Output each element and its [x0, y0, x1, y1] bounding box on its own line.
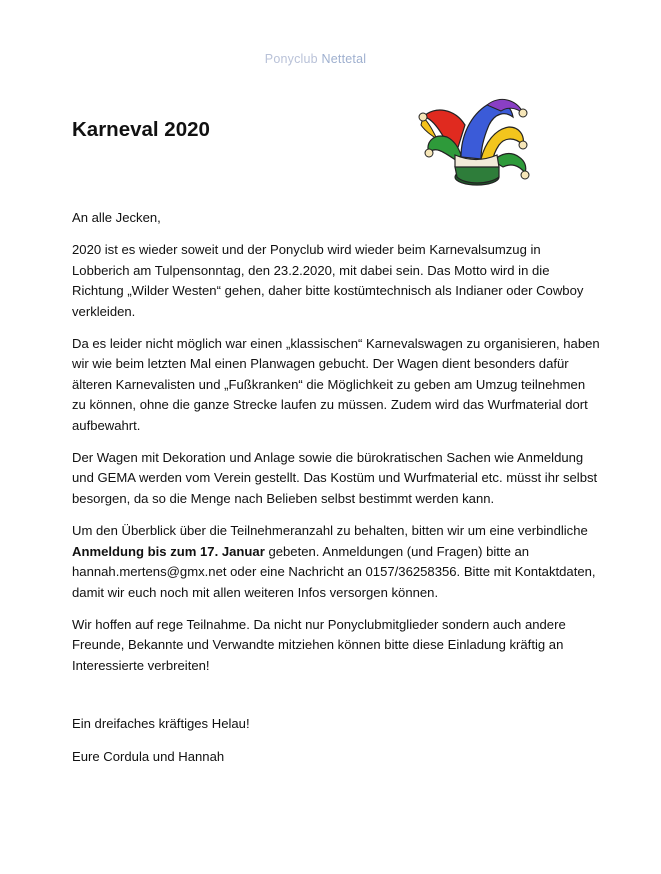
- page-title: Karneval 2020: [72, 118, 210, 141]
- jester-hat-icon: [415, 95, 535, 193]
- paragraph-registration: [72, 521, 600, 603]
- header-club-prefix: Ponyclub: [264, 52, 318, 66]
- closing-line: Ein dreifaches kräftiges Helau!: [72, 716, 250, 732]
- signature: Eure Cordula und Hannah: [72, 748, 225, 764]
- registration-text-before: Um den Überblick über die Teilnehmeranzahl zu behalten, bitten wir um eine verbindliche: [72, 523, 588, 539]
- letter-body: [72, 208, 600, 779]
- header-club-suffix: Nettetal: [321, 52, 367, 66]
- paragraph-wagon: Da es leider nicht möglich war einen „klassischen“ Karnevalswagen zu organisieren, haben wir wie beim letzten Mal einen Planwagen gebucht. Der Wagen dient besonders dafür älteren Karnevalisten und „Fußkranken“ die Möglichkeit zu geben am Umzug teilnehmen zu können, ohne die ganze Strecke laufen zu müssen. Zudem wird das Wurfmaterial dort aufbewahrt.: [72, 336, 600, 433]
- page-header: [0, 52, 631, 66]
- paragraph-organisation: Der Wagen mit Dekoration und Anlage sowie die bürokratischen Sachen wie Anmeldung und GEMA werden vom Verein gestellt. Das Kostüm und Wurfmaterial etc. müsst ihr selbst besorgen, da so die Menge nach Belieben selbst bestimmt werden kann.: [72, 450, 598, 506]
- greeting: An alle Jecken,: [72, 210, 161, 225]
- registration-deadline: Anmeldung bis zum 17. Januar: [72, 543, 265, 559]
- paragraph-event: 2020 ist es wieder soweit und der Ponyclub wird wieder beim Karnevalsumzug in Lobberich am Tulpensonntag, den 23.2.2020, mit dabei sein. Das Motto wird in die Richtung „Wilder Westen“ gehen, daher bitte kostümtechnisch als Indianer oder Cowboy verkleiden.: [72, 242, 584, 319]
- paragraph-invitation: Wir hoffen auf rege Teilnahme. Da nicht nur Ponyclubmitglieder sondern auch andere Freunde, Bekannte und Verwandte mitziehen können bitte diese Einladung kräftig an Interessierte verbreiten!: [72, 616, 566, 673]
- registration-text-after: gebeten. Anmeldungen (und Fragen) bitte an hannah.mertens@gmx.net oder eine Nachricht an 0157/36258356. Bitte mit Kontaktdaten, damit wir euch noch mit allen weiteren Infos versorgen können.: [72, 543, 596, 600]
